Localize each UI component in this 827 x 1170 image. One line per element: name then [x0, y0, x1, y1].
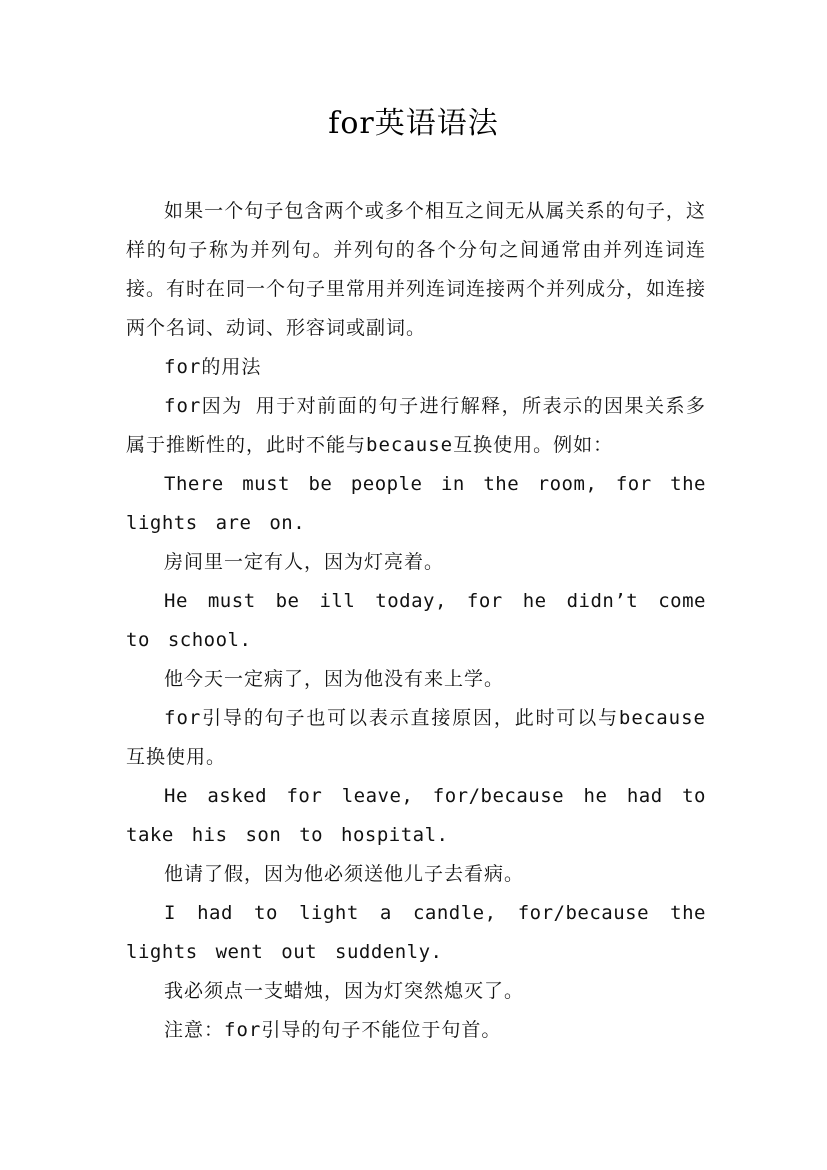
example-sentence-2: He must be ill today, for he didn’t come to school.	[126, 590, 706, 651]
document-title: for英语语法	[328, 106, 499, 141]
example-sentence-3: He asked for leave, for/because he had to take his son to hospital.	[126, 785, 706, 846]
paragraph-direct-cause: for引导的句子也可以表示直接原因，此时可以与because互换使用。	[126, 707, 706, 768]
example-translation-3: 他请了假，因为他必须送他儿子去看病。	[164, 863, 525, 885]
paragraph-heading-usage: for的用法	[164, 356, 262, 378]
example-translation-1: 房间里一定有人，因为灯亮着。	[164, 551, 445, 573]
example-translation-4: 我必须点一支蜡烛，因为灯突然熄灭了。	[164, 980, 525, 1002]
example-translation-2: 他今天一定病了，因为他没有来上学。	[164, 668, 505, 690]
document-body	[126, 192, 706, 1050]
paragraph-note: 注意：for引导的句子不能位于句首。	[164, 1019, 502, 1041]
example-sentence-1: There must be people in the room, for the lights are on.	[126, 473, 706, 534]
paragraph-intro: 如果一个句子包含两个或多个相互之间无从属关系的句子，这样的句子称为并列句。并列句的各个分句之间通常由并列连词连接。有时在同一个句子里常用并列连词连接两个并列成分，如连接两个名词、动词、形容词或副词。	[126, 200, 707, 339]
paragraph-for-explanation: for因为 用于对前面的句子进行解释，所表示的因果关系多属于推断性的，此时不能与because互换使用。例如：	[126, 395, 706, 456]
example-sentence-4: I had to light a candle, for/because the lights went out suddenly.	[126, 902, 706, 963]
